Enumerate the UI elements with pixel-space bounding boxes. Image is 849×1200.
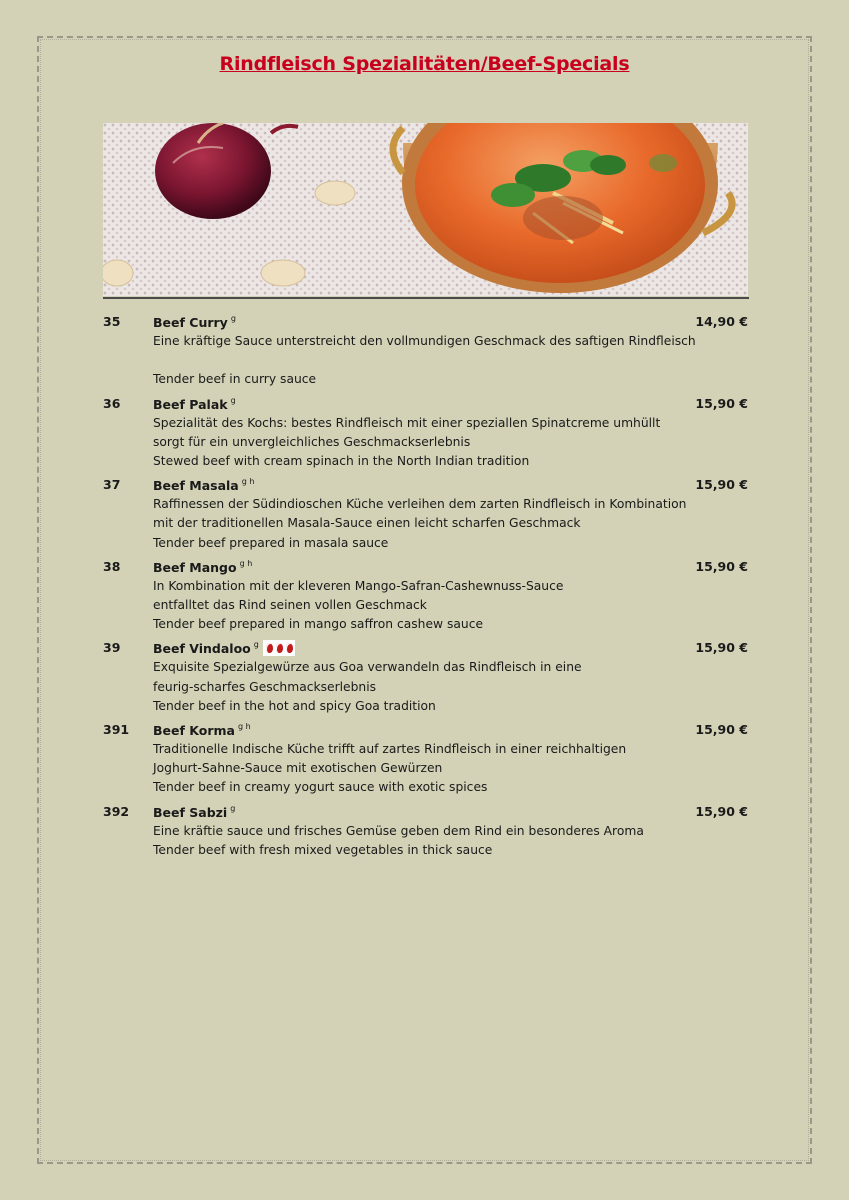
description-line: Tender beef with fresh mixed vegetables in thick sauce (153, 842, 493, 857)
description-line: Joghurt-Sahne-Sauce mit exotischen Gewürzen (153, 761, 443, 776)
item-name-text: Beef Masala (153, 478, 239, 494)
menu-item (0, 308, 849, 390)
allergen-codes: g h (239, 558, 253, 568)
description-line: Tender beef prepared in masala sauce (153, 535, 389, 550)
item-number: 35 (103, 314, 121, 329)
item-price: 15,90 € (695, 558, 748, 574)
item-number: 38 (103, 558, 121, 574)
menu-item-header (0, 390, 849, 414)
item-price: 15,90 € (695, 477, 748, 493)
hero-divider (103, 297, 749, 299)
item-description (153, 658, 849, 716)
item-description (153, 577, 849, 635)
description-line: In Kombination mit der kleveren Mango-Safran-Cashewnuss-Sauce (153, 578, 564, 593)
description-line: Eine kräftige Sauce unterstreicht den vollmundigen Geschmack des saftigen Rindfleisch (153, 334, 696, 348)
allergen-codes: g h (237, 722, 251, 732)
menu-item (0, 390, 849, 472)
menu-item-header (0, 716, 849, 740)
beef-curry-bowl-icon (103, 123, 748, 296)
menu-item-header (0, 798, 849, 822)
item-name (153, 722, 251, 738)
menu-item (0, 716, 849, 798)
item-number: 392 (103, 803, 130, 819)
description-line: Exquisite Spezialgewürze aus Goa verwandeln das Rindfleisch in eine (153, 660, 582, 675)
menu-item-header (0, 471, 849, 495)
item-number: 391 (103, 722, 130, 738)
allergen-codes: g (253, 640, 259, 650)
item-number: 36 (103, 395, 121, 411)
item-name (153, 477, 254, 493)
description-line: Raffinessen der Südindioschen Küche verleihen dem zarten Rindfleisch in Kombination (153, 497, 687, 512)
chili-icon (276, 643, 283, 653)
description-line: Tender beef in curry sauce (153, 372, 317, 387)
item-description (153, 822, 849, 860)
item-name (153, 559, 252, 575)
item-name-text: Beef Korma (153, 723, 235, 739)
item-price: 15,90 € (695, 640, 748, 656)
description-line (153, 351, 849, 370)
page-title: Rindfleisch Spezialitäten/Beef-Specials (219, 53, 630, 75)
item-description (153, 332, 849, 390)
item-description (153, 414, 849, 472)
menu-item (0, 471, 849, 553)
description-line: Tender beef in creamy yogurt sauce with exotic spices (153, 780, 488, 795)
hero-image (103, 123, 748, 296)
description-line: sorgt für ein unvergleichliches Geschmackserlebnis (153, 434, 471, 449)
description-line: Tender beef in the hot and spicy Goa tradition (153, 698, 436, 713)
item-name-text: Beef Vindaloo (153, 641, 251, 657)
menu-item-header (0, 308, 849, 332)
description-line: Stewed beef with cream spinach in the North Indian tradition (153, 454, 530, 468)
item-description (153, 740, 849, 798)
menu-item-header (0, 634, 849, 658)
item-number: 39 (103, 640, 121, 656)
allergen-codes: g h (241, 477, 255, 487)
allergen-codes: g (230, 803, 236, 813)
item-name (153, 640, 295, 656)
item-price: 15,90 € (695, 395, 748, 411)
item-number: 37 (103, 477, 121, 493)
description-line: mit der traditionellen Masala-Sauce einen leicht scharfen Geschmack (153, 516, 581, 531)
item-name-text: Beef Curry (153, 315, 228, 330)
item-price: 14,90 € (695, 314, 748, 329)
menu-item (0, 553, 849, 635)
allergen-codes: g (230, 314, 236, 323)
item-description (153, 495, 849, 553)
description-line: Traditionelle Indische Küche trifft auf zartes Rindfleisch in einer reichhaltigen (153, 742, 627, 757)
item-name (153, 396, 236, 412)
allergen-codes: g (230, 395, 236, 405)
description-line: Spezialität des Kochs: bestes Rindfleisch mit einer speziallen Spinatcreme umhüllt (153, 415, 661, 430)
description-line: Tender beef prepared in mango saffron cashew sauce (153, 617, 484, 632)
menu-item (0, 634, 849, 716)
description-line: Eine kräftie sauce und frisches Gemüse geben dem Rind ein besonderes Aroma (153, 823, 644, 838)
chili-icon (286, 643, 293, 653)
item-name-text: Beef Sabzi (153, 804, 228, 820)
item-name-text: Beef Mango (153, 559, 237, 575)
item-name (153, 804, 235, 820)
menu-item (0, 798, 849, 860)
item-name-text: Beef Palak (153, 396, 228, 412)
spicy-rating (263, 640, 295, 656)
menu-item-header (0, 553, 849, 577)
item-price: 15,90 € (695, 803, 748, 819)
description-line: feurig-scharfes Geschmackserlebnis (153, 679, 377, 694)
item-price: 15,90 € (695, 722, 748, 738)
chili-icon (266, 643, 273, 653)
description-line: entfalltet das Rind seinen vollen Geschmack (153, 598, 427, 613)
menu-list (0, 308, 849, 860)
item-name (153, 314, 236, 330)
